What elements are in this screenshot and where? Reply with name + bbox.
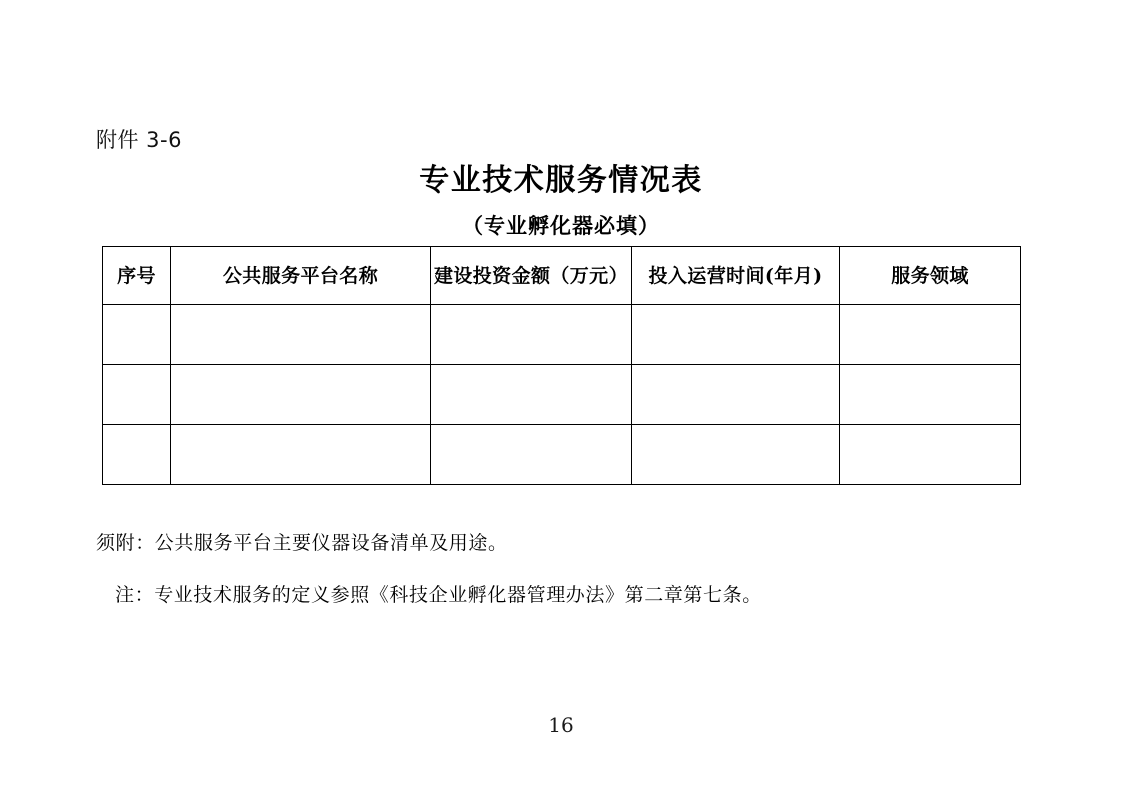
table-row bbox=[103, 365, 1021, 425]
cell-service-field[interactable] bbox=[840, 425, 1021, 485]
column-header-platform-name: 公共服务平台名称 bbox=[171, 247, 431, 305]
cell-index[interactable] bbox=[103, 365, 171, 425]
table-row bbox=[103, 305, 1021, 365]
cell-service-field[interactable] bbox=[840, 305, 1021, 365]
cell-platform-name[interactable] bbox=[171, 425, 431, 485]
column-header-investment-amount: 建设投资金额（万元） bbox=[431, 247, 632, 305]
column-header-index: 序号 bbox=[103, 247, 171, 305]
cell-operation-date[interactable] bbox=[632, 365, 840, 425]
cell-investment-amount[interactable] bbox=[431, 305, 632, 365]
column-header-service-field: 服务领域 bbox=[840, 247, 1021, 305]
service-platform-table bbox=[102, 246, 1021, 485]
page-title: 专业技术服务情况表 bbox=[419, 163, 703, 198]
table-header bbox=[103, 247, 1021, 305]
cell-operation-date[interactable] bbox=[632, 305, 840, 365]
cell-platform-name[interactable] bbox=[171, 305, 431, 365]
cell-index[interactable] bbox=[103, 305, 171, 365]
note-remark: 注：专业技术服务的定义参照《科技企业孵化器管理办法》第二章第七条。 bbox=[115, 584, 762, 606]
cell-service-field[interactable] bbox=[840, 365, 1021, 425]
cell-platform-name[interactable] bbox=[171, 365, 431, 425]
attachment-label: 附件 3-6 bbox=[96, 128, 182, 152]
column-header-operation-date: 投入运营时间(年月) bbox=[632, 247, 840, 305]
table-body bbox=[103, 305, 1021, 485]
cell-operation-date[interactable] bbox=[632, 425, 840, 485]
note-required-attachment: 须附：公共服务平台主要仪器设备清单及用途。 bbox=[96, 532, 508, 554]
page-subtitle: （专业孵化器必填） bbox=[462, 213, 660, 238]
cell-investment-amount[interactable] bbox=[431, 365, 632, 425]
page-number: 16 bbox=[548, 713, 574, 737]
table-row bbox=[103, 425, 1021, 485]
cell-index[interactable] bbox=[103, 425, 171, 485]
cell-investment-amount[interactable] bbox=[431, 425, 632, 485]
table-header-row bbox=[103, 247, 1021, 305]
